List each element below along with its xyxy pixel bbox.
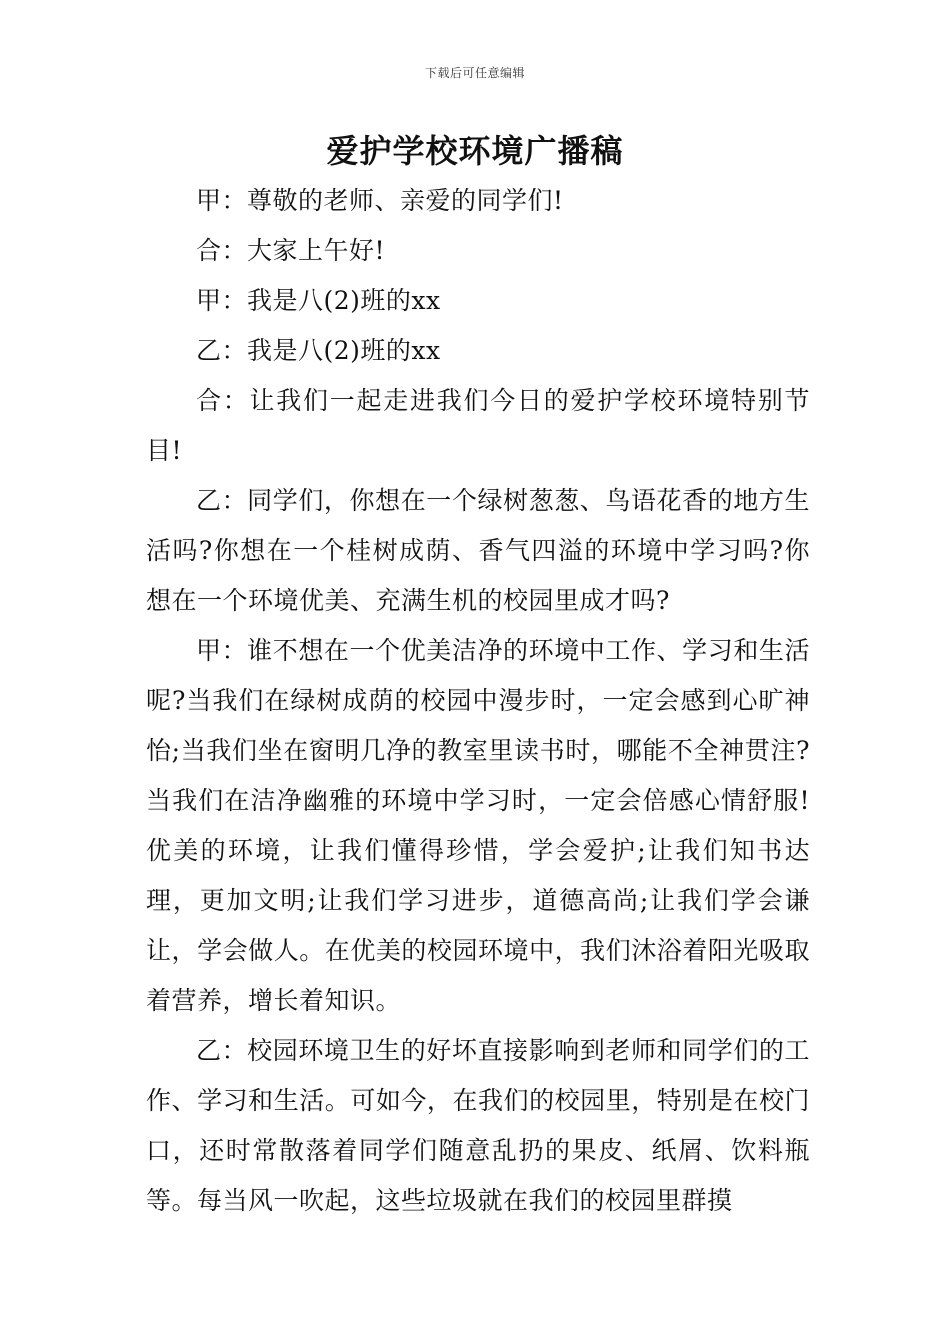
document-body [146,176,810,1226]
paragraph: 乙：我是八(2)班的xx [196,336,441,365]
paragraph: 甲：尊敬的老师、亲爱的同学们! [196,186,564,215]
paragraph: 甲：我是八(2)班的xx [196,286,441,315]
paragraph: 甲：谁不想在一个优美洁净的环境中工作、学习和生活呢?当我们在绿树成荫的校园中漫步时，一定会感到心旷神怡;当我们坐在窗明几净的教室里读书时，哪能不全神贯注?当我们在洁净幽雅的环境中学习时，一定会倍感心情舒服!优美的环境，让我们懂得珍惜，学会爱护;让我们知书达理，更加文明;让我们学习进步，道德高尚;让我们学会谦让，学会做人。在优美的校园环境中，我们沐浴着阳光吸取着营养，增长着知识。 [146,636,810,1015]
paragraph: 乙：同学们，你想在一个绿树葱葱、鸟语花香的地方生活吗?你想在一个桂树成荫、香气四溢的环境中学习吗?你想在一个环境优美、充满生机的校园里成才吗? [146,486,810,615]
header-note: 下载后可任意编辑 [424,66,525,80]
paragraph: 合：让我们一起走进我们今日的爱护学校环境特别节目! [146,386,810,465]
paragraph: 合：大家上午好! [196,236,386,265]
document-title: 爱护学校环境广播稿 [326,132,624,170]
paragraph: 乙：校园环境卫生的好坏直接影响到老师和同学们的工作、学习和生活。可如今，在我们的校园里，特别是在校门口，还时常散落着同学们随意乱扔的果皮、纸屑、饮料瓶等。每当风一吹起，这些垃圾就在我们的校园里群摸 [146,1036,810,1215]
